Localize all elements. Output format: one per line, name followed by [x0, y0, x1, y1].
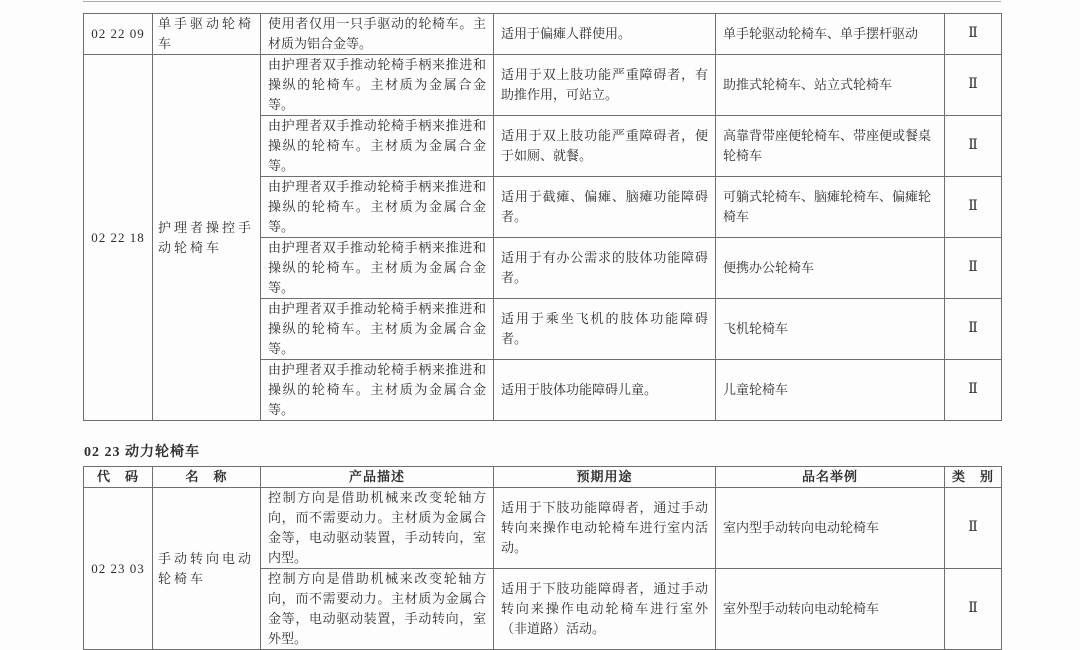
examples-cell: 高靠背带座便轮椅车、带座便或餐桌轮椅车 — [716, 116, 945, 177]
description-cell: 由护理者双手推动轮椅手柄来推进和操纵的轮椅车。主材质为金属合金等。 — [261, 299, 494, 360]
examples-cell: 助推式轮椅车、站立式轮椅车 — [716, 55, 945, 116]
section-heading: 02 23 动力轮椅车 — [84, 445, 200, 460]
code-cell: 02 22 18 — [84, 55, 153, 421]
page-top-rule — [83, 1, 1001, 2]
wheelchair-table-continued — [83, 13, 1002, 421]
examples-cell: 室内型手动转向电动轮椅车 — [716, 488, 945, 569]
table-header-row — [84, 467, 1002, 488]
name-cell: 护理者操控手动轮椅车 — [153, 55, 261, 421]
header-class: 类 别 — [945, 467, 1002, 488]
description-cell: 控制方向是借助机械来改变轮轴方向，而不需要动力。主材质为金属合金等，电动驱动装置，手动转向，室内型。 — [261, 488, 494, 569]
header-description: 产品描述 — [261, 467, 494, 488]
intended-use-cell: 适用于下肢功能障碍者，通过手动转向来操作电动轮椅车进行室内活动。 — [494, 488, 716, 569]
examples-cell: 儿童轮椅车 — [716, 360, 945, 421]
intended-use-cell: 适用于截瘫、偏瘫、脑瘫功能障碍者。 — [494, 177, 716, 238]
intended-use-cell: 适用于有办公需求的肢体功能障碍者。 — [494, 238, 716, 299]
document-sheet — [83, 13, 1001, 650]
examples-cell: 便携办公轮椅车 — [716, 238, 945, 299]
header-examples: 品名举例 — [716, 467, 945, 488]
class-cell: Ⅱ — [945, 488, 1002, 569]
table-row — [84, 55, 1002, 116]
table-row — [84, 14, 1002, 55]
intended-use-cell: 适用于双上肢功能严重障碍者，有助推作用，可站立。 — [494, 55, 716, 116]
class-cell: Ⅱ — [945, 238, 1002, 299]
description-cell: 由护理者双手推动轮椅手柄来推进和操纵的轮椅车。主材质为金属合金等。 — [261, 177, 494, 238]
examples-cell: 单手轮驱动轮椅车、单手摆杆驱动 — [716, 14, 945, 55]
class-cell: Ⅱ — [945, 116, 1002, 177]
intended-use-cell: 适用于肢体功能障碍儿童。 — [494, 360, 716, 421]
description-cell: 控制方向是借助机械来改变轮轴方向，而不需要动力。主材质为金属合金等，电动驱动装置，手动转向，室外型。 — [261, 569, 494, 650]
intended-use-cell: 适用于下肢功能障碍者，通过手动转向来操作电动轮椅车进行室外（非道路）活动。 — [494, 569, 716, 650]
description-cell: 使用者仅用一只手驱动的轮椅车。主材质为铝合金等。 — [261, 14, 494, 55]
class-cell: Ⅱ — [945, 360, 1002, 421]
name-cell: 手动转向电动轮椅车 — [153, 488, 261, 650]
class-cell: Ⅱ — [945, 177, 1002, 238]
class-cell: Ⅱ — [945, 14, 1002, 55]
table-row — [84, 488, 1002, 569]
intended-use-cell: 适用于偏瘫人群使用。 — [494, 14, 716, 55]
description-cell: 由护理者双手推动轮椅手柄来推进和操纵的轮椅车。主材质为金属合金等。 — [261, 238, 494, 299]
name-cell: 单手驱动轮椅车 — [153, 14, 261, 55]
intended-use-cell: 适用于乘坐飞机的肢体功能障碍者。 — [494, 299, 716, 360]
description-cell: 由护理者双手推动轮椅手柄来推进和操纵的轮椅车。主材质为金属合金等。 — [261, 116, 494, 177]
examples-cell: 可躺式轮椅车、脑瘫轮椅车、偏瘫轮椅车 — [716, 177, 945, 238]
description-cell: 由护理者双手推动轮椅手柄来推进和操纵的轮椅车。主材质为金属合金等。 — [261, 55, 494, 116]
header-code: 代 码 — [84, 467, 153, 488]
class-cell: Ⅱ — [945, 299, 1002, 360]
description-cell: 由护理者双手推动轮椅手柄来推进和操纵的轮椅车。主材质为金属合金等。 — [261, 360, 494, 421]
header-intended-use: 预期用途 — [494, 467, 716, 488]
code-cell: 02 22 09 — [84, 14, 153, 55]
power-wheelchair-table — [83, 466, 1002, 650]
examples-cell: 飞机轮椅车 — [716, 299, 945, 360]
examples-cell: 室外型手动转向电动轮椅车 — [716, 569, 945, 650]
class-cell: Ⅱ — [945, 569, 1002, 650]
header-name: 名 称 — [153, 467, 261, 488]
class-cell: Ⅱ — [945, 55, 1002, 116]
intended-use-cell: 适用于双上肢功能严重障碍者，便于如厕、就餐。 — [494, 116, 716, 177]
code-cell: 02 23 03 — [84, 488, 153, 650]
